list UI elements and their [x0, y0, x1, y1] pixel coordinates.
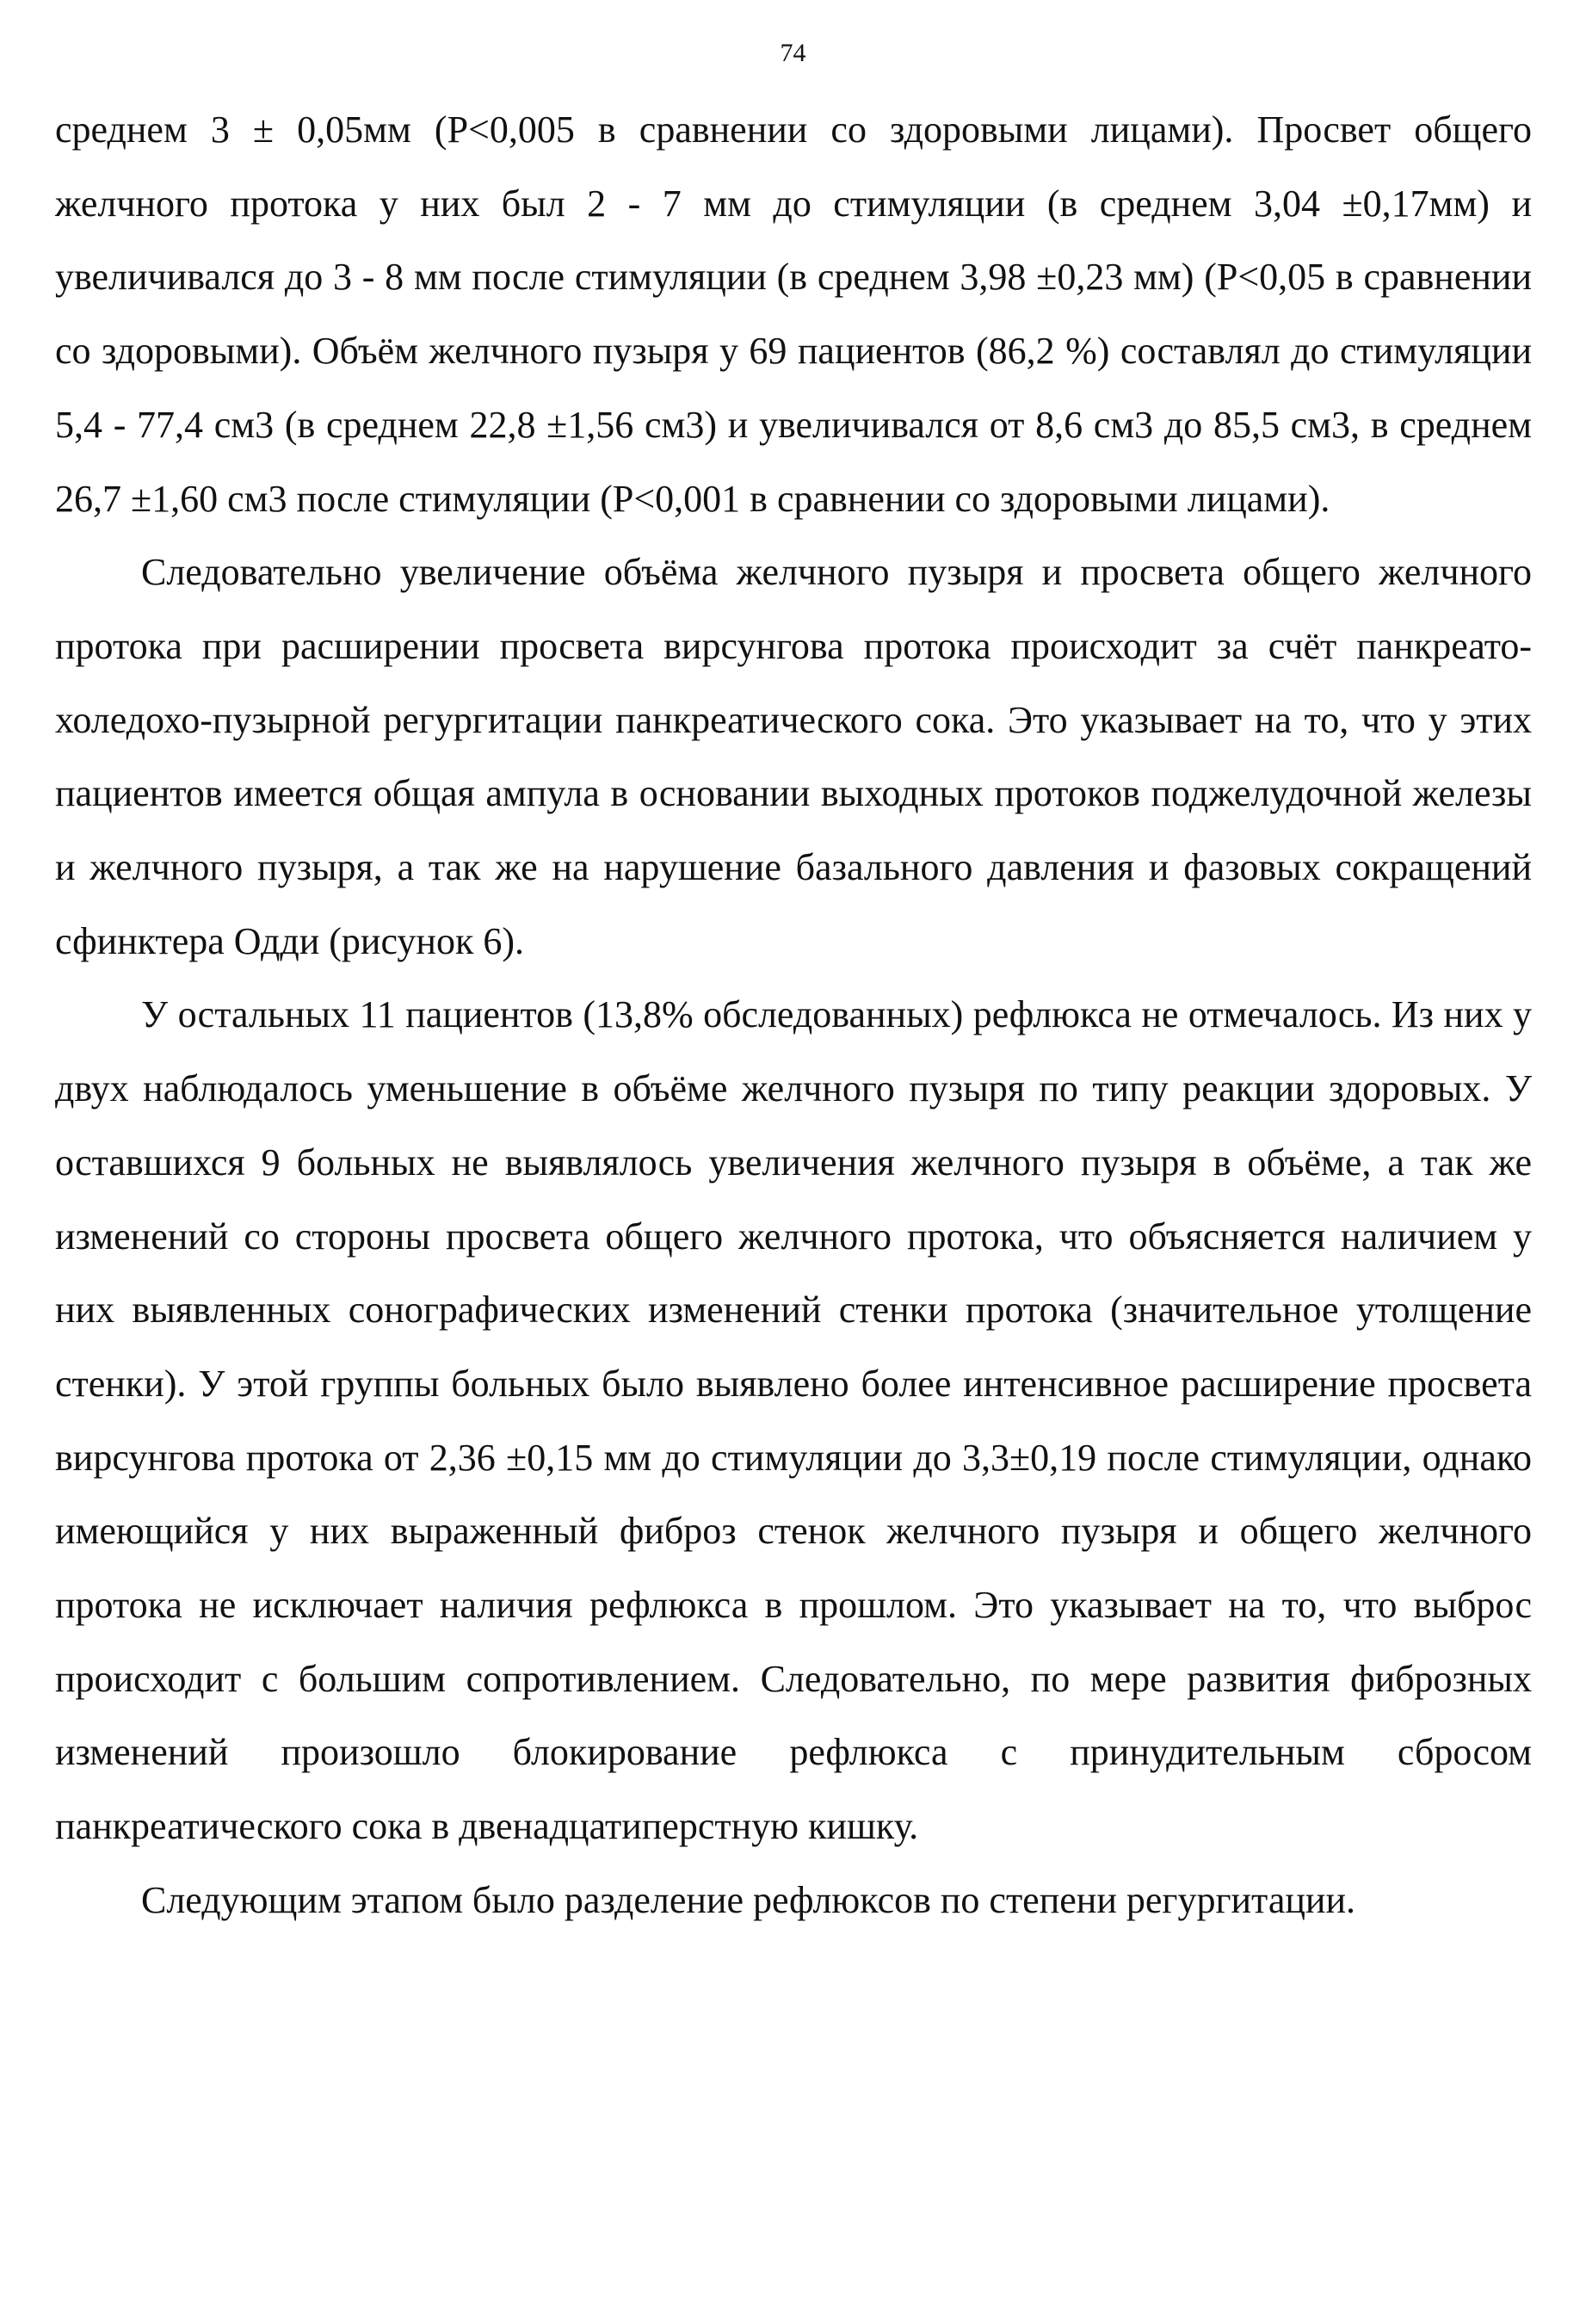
paragraph-next-stage: Следующим этапом было разделение рефлюксов по степени регургитации. — [141, 1878, 1355, 1921]
text-body — [55, 93, 1532, 1938]
paragraph-continuation: среднем 3 ± 0,05мм (P<0,005 в сравнении со здоровыми лицами). Просвет общего желчного протока у них был 2 - 7 мм до стимуляции (в среднем 3,04 ±0,17мм) и увеличивался до 3 - 8 мм после стимуляции (в среднем 3,98 ±0,23 мм) (P<0,05 в сравнении со здоровыми). Объём желчного пузыря у 69 пациентов (86,2 %) составлял до стимуляции 5,4 - 77,4 см3 (в среднем 22,8 ±1,56 см3) и увеличивался от 8,6 см3 до 85,5 см3, в среднем 26,7 ±1,60 см3 после стимуляции (P<0,001 в сравнении со здоровыми лицами). — [55, 108, 1532, 520]
paragraph-remaining-patients: У остальных 11 пациентов (13,8% обследованных) рефлюкса не отмечалось. Из них у двух наблюдалось уменьшение в объёме желчного пузыря по типу реакции здоровых. У оставшихся 9 больных не выявлялось увеличения желчного пузыря в объёме, а так же изменений со стороны просвета общего желчного протока, что объясняется наличием у них выявленных сонографических изменений стенки протока (значительное утолщение стенки). У этой группы больных было выявлено более интенсивное расширение просвета вирсунгова протока от 2,36 ±0,15 мм до стимуляции до 3,3±0,19 после стимуляции, однако имеющийся у них выраженный фиброз стенок желчного пузыря и общего желчного протока не исключает наличия рефлюкса в прошлом. Это указывает на то, что выброс происходит с большим сопротивлением. Следовательно, по мере развития фиброзных изменений произошло блокирование рефлюкса с принудительным сбросом панкреатического сока в двенадцатиперстную кишку. — [55, 993, 1532, 1848]
paragraph-regurgitation-conclusion: Следовательно увеличение объёма желчного пузыря и просвета общего желчного протока при расширении просвета вирсунгова протока происходит за счёт панкреато-холедохо-пузырной регургитации панкреатического сока. Это указывает на то, что у этих пациентов имеется общая ампула в основании выходных протоков поджелудочной железы и желчного пузыря, а так же на нарушение базального давления и фазовых сокращений сфинктера Одди (рисунок 6). — [55, 551, 1532, 962]
page-number: 74 — [780, 39, 806, 67]
